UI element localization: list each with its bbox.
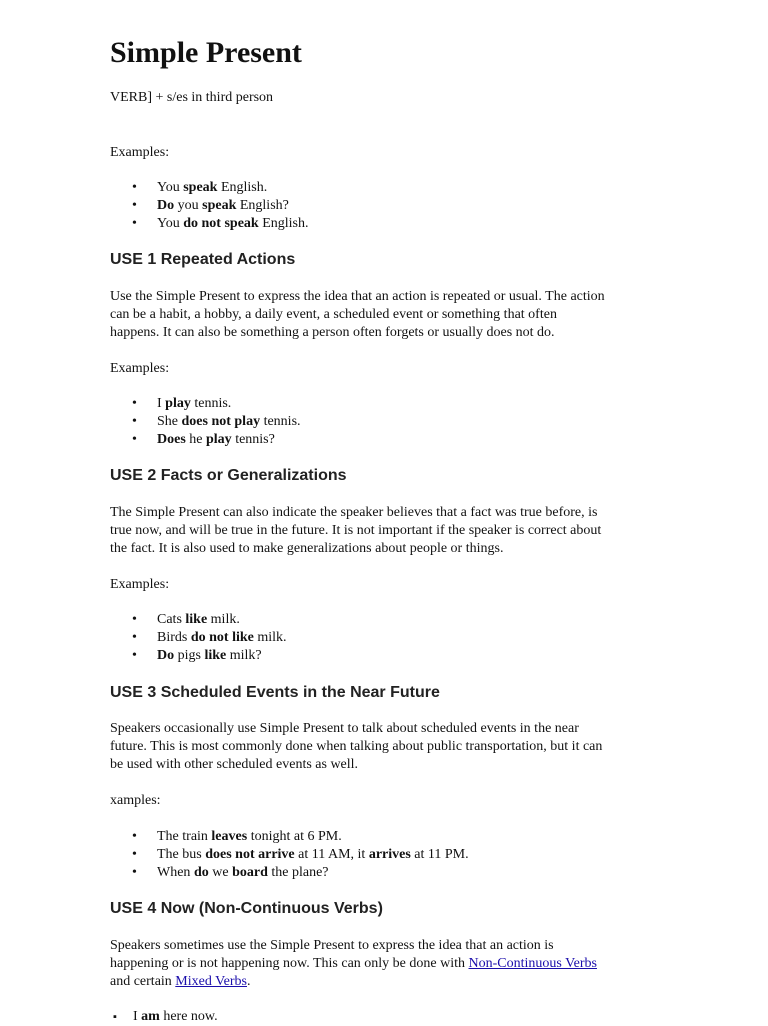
bold-verb: like bbox=[185, 612, 208, 627]
use4-examples-list bbox=[110, 1008, 218, 1026]
item-text: When bbox=[157, 865, 194, 880]
list-item bbox=[110, 1008, 218, 1026]
use2-examples-label: Examples: bbox=[110, 577, 170, 592]
item-text: at 11 PM. bbox=[410, 847, 469, 862]
list-item bbox=[110, 846, 469, 864]
bold-verb: like bbox=[204, 648, 227, 663]
paragraph-line: the fact. It is also used to make generalizations about people or things. bbox=[110, 541, 504, 556]
list-item bbox=[110, 864, 469, 882]
formula-text: VERB] + s/es in third person bbox=[110, 90, 274, 105]
intro-examples-label: Examples: bbox=[110, 145, 170, 160]
bold-verb: arrives bbox=[368, 847, 411, 862]
paragraph-line: The Simple Present can also indicate the speaker believes that a fact was true before, is bbox=[110, 505, 598, 520]
item-text: I bbox=[133, 1009, 142, 1024]
item-text: at 11 AM, it bbox=[294, 847, 369, 862]
list-item bbox=[110, 413, 301, 431]
item-text: pigs bbox=[174, 648, 205, 663]
bold-verb: do not speak bbox=[183, 216, 259, 231]
list-item bbox=[110, 215, 308, 233]
bold-verb: leaves bbox=[211, 829, 248, 844]
use3-examples-label: xamples: bbox=[110, 793, 161, 808]
list-item bbox=[110, 647, 287, 665]
list-item bbox=[110, 395, 301, 413]
item-text: the plane? bbox=[267, 865, 329, 880]
item-text: you bbox=[174, 198, 203, 213]
bold-verb: play bbox=[206, 432, 232, 447]
use3-examples-list bbox=[110, 828, 469, 882]
use1-examples-list bbox=[110, 395, 301, 449]
item-text: You bbox=[157, 180, 184, 195]
item-text: he bbox=[185, 432, 206, 447]
non-continuous-verbs-link[interactable]: Non-Continuous Verbs bbox=[468, 956, 597, 971]
mixed-verbs-link[interactable]: Mixed Verbs bbox=[175, 974, 247, 989]
item-text: Birds bbox=[157, 630, 191, 645]
use4-body-line2: happening or is not happening now. This can only be done with bbox=[110, 956, 469, 971]
use3-body bbox=[110, 720, 670, 774]
bold-verb: does not arrive bbox=[205, 847, 295, 862]
bold-verb: speak bbox=[202, 198, 237, 213]
paragraph-line: true now, and will be true in the future. It is not important if the speaker is correct about bbox=[110, 523, 602, 538]
item-text: The train bbox=[157, 829, 212, 844]
paragraph-line: be used with other scheduled events as well. bbox=[110, 757, 359, 772]
bold-verb: Do bbox=[157, 648, 175, 663]
use2-body bbox=[110, 504, 670, 558]
item-text: we bbox=[208, 865, 233, 880]
list-item bbox=[110, 197, 308, 215]
use1-body bbox=[110, 288, 670, 342]
item-text: milk. bbox=[207, 612, 240, 627]
item-text: English. bbox=[258, 216, 309, 231]
item-text: Cats bbox=[157, 612, 186, 627]
use4-body-period: . bbox=[246, 974, 251, 989]
item-text: tennis? bbox=[231, 432, 275, 447]
item-text: tennis. bbox=[190, 396, 232, 411]
paragraph-line: future. This is most commonly done when talking about public transportation, but it can bbox=[110, 739, 603, 754]
bold-verb: board bbox=[232, 865, 268, 880]
item-text: tennis. bbox=[260, 414, 301, 429]
item-text: The bus bbox=[157, 847, 206, 862]
item-text: tonight at 6 PM. bbox=[247, 829, 342, 844]
use4-body-line3: and certain bbox=[110, 974, 176, 989]
list-item bbox=[110, 828, 469, 846]
paragraph-line: happens. It can also be something a person often forgets or usually does not do. bbox=[110, 325, 555, 340]
use4-body bbox=[110, 937, 670, 991]
use4-heading: USE 4 Now (Non-Continuous Verbs) bbox=[110, 900, 383, 917]
item-text: here now. bbox=[159, 1009, 218, 1024]
intro-examples-list bbox=[110, 179, 308, 233]
bold-verb: do bbox=[193, 865, 209, 880]
list-item bbox=[110, 611, 287, 629]
page-title: Simple Present bbox=[110, 36, 302, 69]
use4-body-line1: Speakers sometimes use the Simple Present to express the idea that an action is bbox=[110, 938, 554, 953]
bold-verb: play bbox=[165, 396, 191, 411]
use2-examples-list bbox=[110, 611, 287, 665]
item-text: milk. bbox=[253, 630, 287, 645]
paragraph-line: Speakers occasionally use Simple Present to talk about scheduled events in the near bbox=[110, 721, 579, 736]
bold-verb: Does bbox=[157, 432, 186, 447]
item-text: She bbox=[157, 414, 182, 429]
bold-verb: speak bbox=[183, 180, 218, 195]
bold-verb: do not like bbox=[190, 630, 254, 645]
item-text: English. bbox=[217, 180, 268, 195]
use2-heading: USE 2 Facts or Generalizations bbox=[110, 467, 347, 484]
use1-heading: USE 1 Repeated Actions bbox=[110, 251, 296, 268]
use3-heading: USE 3 Scheduled Events in the Near Future bbox=[110, 684, 440, 701]
paragraph-line: can be a habit, a hobby, a daily event, a scheduled event or something that often bbox=[110, 307, 557, 322]
bold-verb: am bbox=[141, 1009, 160, 1024]
item-text: milk? bbox=[226, 648, 262, 663]
item-text: I bbox=[157, 396, 166, 411]
list-item bbox=[110, 629, 287, 647]
bold-verb: Do bbox=[157, 198, 175, 213]
item-text: You bbox=[157, 216, 184, 231]
use1-examples-label: Examples: bbox=[110, 361, 170, 376]
item-text: English? bbox=[236, 198, 289, 213]
paragraph-line: Use the Simple Present to express the idea that an action is repeated or usual. The action bbox=[110, 289, 605, 304]
list-item bbox=[110, 179, 308, 197]
bold-verb: does not play bbox=[181, 414, 261, 429]
list-item bbox=[110, 431, 301, 449]
